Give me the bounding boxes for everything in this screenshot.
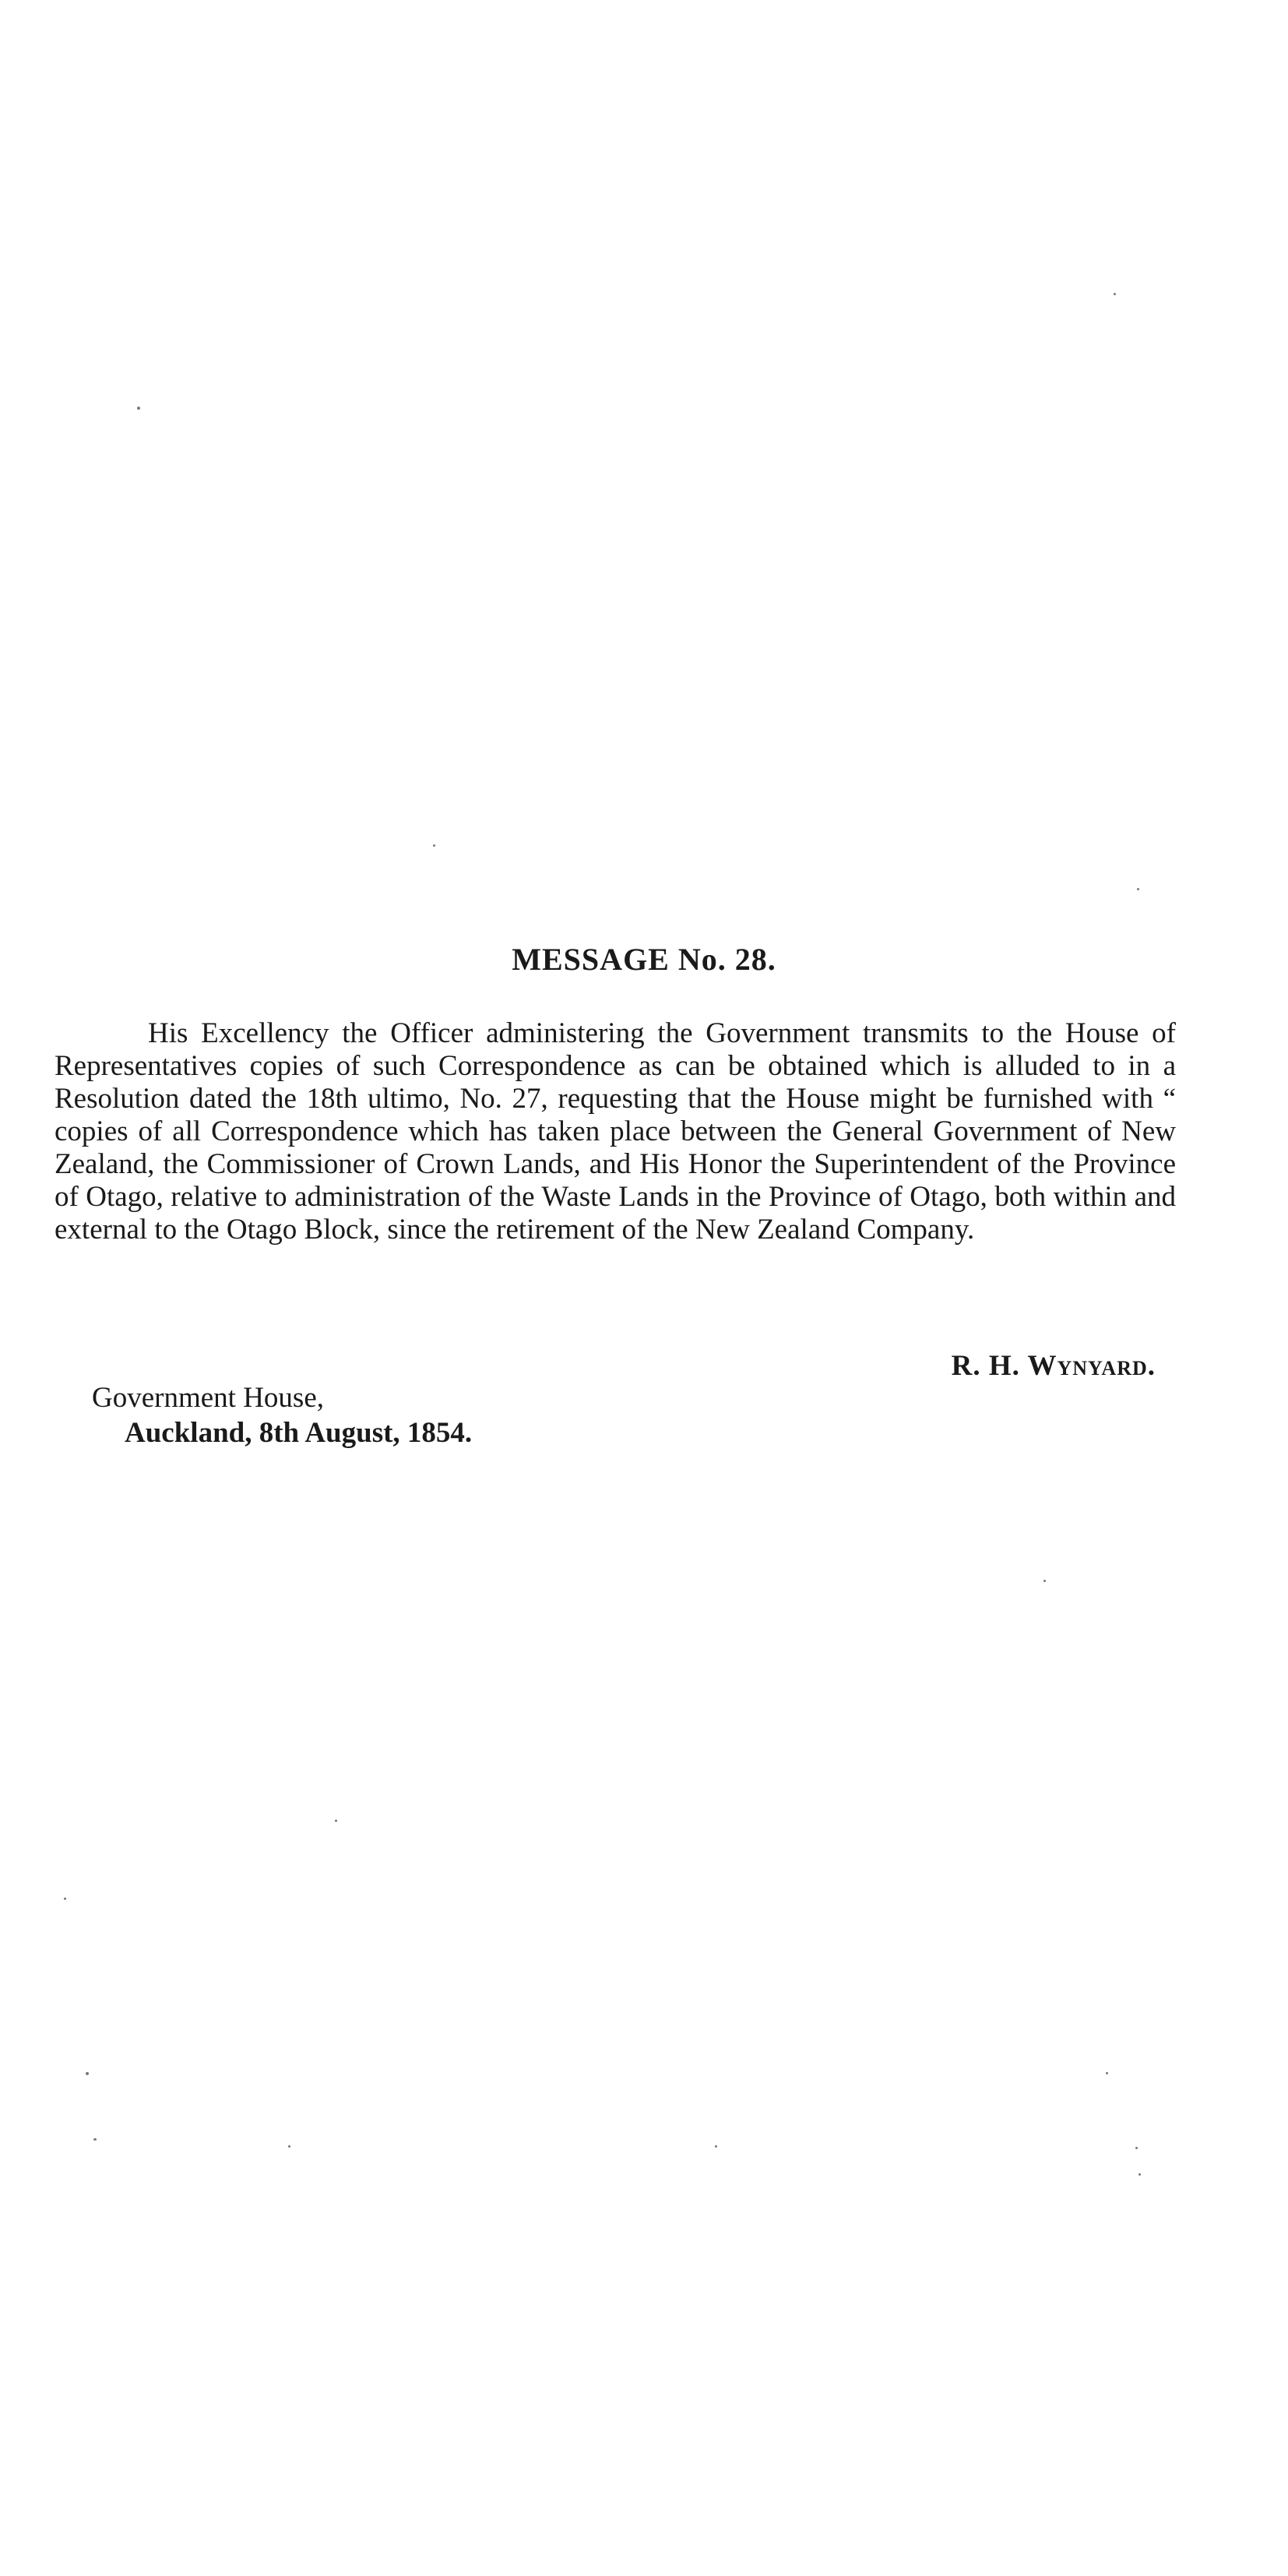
scan-speck xyxy=(715,2145,717,2148)
scan-speck xyxy=(64,1898,66,1900)
scan-speck xyxy=(335,1820,337,1822)
scan-speck xyxy=(1138,2173,1141,2176)
scan-speck xyxy=(1106,2072,1108,2074)
scan-speck xyxy=(288,2145,290,2148)
scan-speck xyxy=(1137,888,1139,890)
signature: R. H. Wynyard. xyxy=(951,1350,1156,1382)
place-line: Government House, xyxy=(92,1382,324,1414)
scan-speck xyxy=(86,2072,89,2075)
scan-speck xyxy=(1043,1580,1046,1582)
scan-speck xyxy=(433,844,435,847)
scan-speck xyxy=(93,2138,97,2141)
scan-speck xyxy=(1114,293,1116,295)
scan-speck xyxy=(137,407,140,410)
date-line: Auckland, 8th August, 1854. xyxy=(125,1417,473,1449)
message-body: His Excellency the Officer administering the Government transmits to the House of Representatives copies of such Correspondence as can be obtained which is alluded to in a Resolution dated the 18th ultimo, No. 27, requesting that the House might be furnished with “ copies of all Correspondence which has taken place between the General Government of New Zealand, the Commissioner of Crown Lands, and His Honor the Superintendent of the Province of Otago, relative to administration of the Waste Lands in the Province of Otago, both within and external to the Otago Block, since the retirement of the New Zealand Company. xyxy=(55,1017,1176,1246)
scan-speck xyxy=(1135,2147,1138,2149)
message-title: MESSAGE No. 28. xyxy=(512,942,776,977)
